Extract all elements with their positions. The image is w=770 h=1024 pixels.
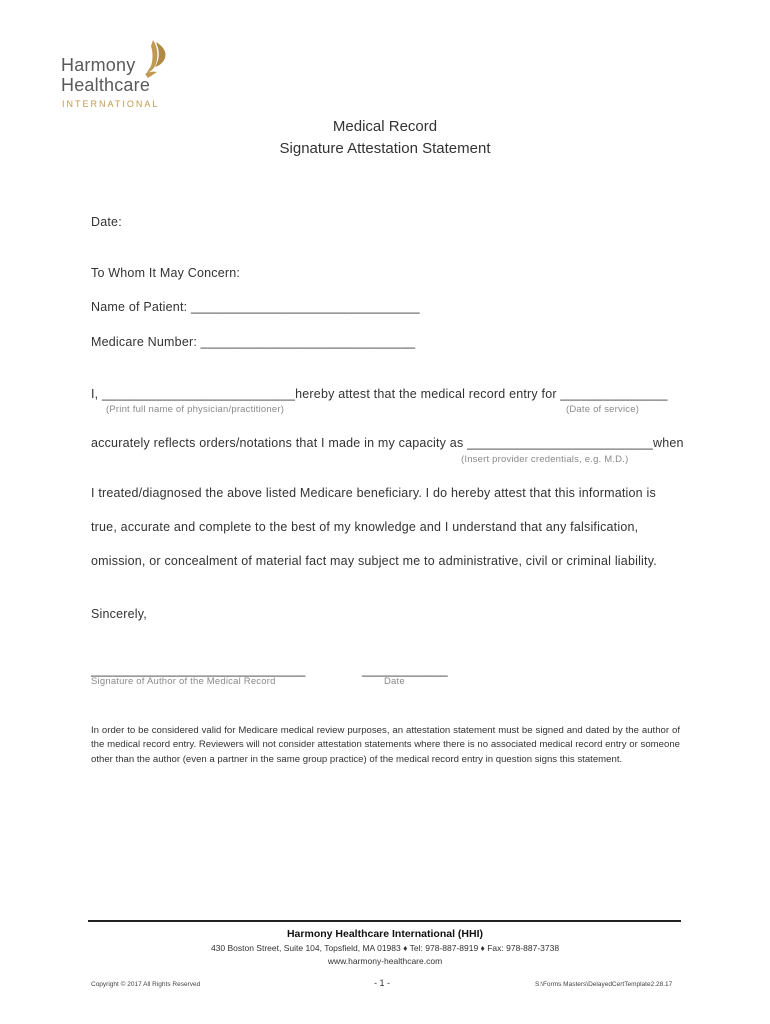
capacity-line[interactable]: accurately reflects orders/notations that I made in my capacity as __________________________when [91,436,684,450]
footer-divider [88,920,681,922]
statement-line-1: I treated/diagnosed the above listed Medicare beneficiary. I do hereby attest that this information is [91,486,656,500]
dove-icon [139,36,171,80]
signature-date-label: Date [384,676,405,687]
attestation-line[interactable]: I, ___________________________hereby attest that the medical record entry for _______________ [91,387,668,401]
medicare-number-field[interactable]: Medicare Number: ______________________________ [91,335,416,349]
patient-name-field[interactable]: Name of Patient: ________________________________ [91,300,420,314]
hint-date-of-service: (Date of service) [566,404,640,415]
hint-physician-name: (Print full name of physician/practitioner) [106,404,285,415]
footer-copyright: Copyright © 2017 All Rights Reserved [91,981,201,988]
statement-line-2: true, accurate and complete to the best of my knowledge and I understand that any falsification, [91,520,639,534]
logo-international: INTERNATIONAL [62,99,160,109]
footer-website[interactable]: www.harmony-healthcare.com [327,956,443,966]
salutation: To Whom It May Concern: [91,266,241,280]
signature-line[interactable]: ______________________________ [91,663,306,677]
footer-org-name: Harmony Healthcare International (HHI) [286,928,484,940]
signature-date-line[interactable]: ____________ [362,663,448,677]
logo-healthcare: Healthcare [61,75,151,95]
footer-address: 430 Boston Street, Suite 104, Topsfield, MA 01983 ♦ Tel: 978-887-8919 ♦ Fax: 978-887-3738 [210,943,560,953]
page-title-line2: Signature Attestation Statement [279,140,491,157]
validity-notice: In order to be considered valid for Medicare medical review purposes, an attestation statement must be signed and dated by the author of the medical record entry. Reviewers will not consider attestation statements where there is no associated medical record entry or someone other than the author (even a partner in the same group practice) of the medical record entry in question signs this statement. [91,725,680,765]
logo-harmony: Harmony [61,55,136,75]
signature-label: Signature of Author of the Medical Record [91,676,276,687]
page-title-line1: Medical Record [332,118,438,135]
hint-credentials: (Insert provider credentials, e.g. M.D.) [461,454,629,465]
date-field[interactable]: Date: [91,215,122,229]
closing: Sincerely, [91,607,147,621]
footer-file-path: S:\Forms Masters\DelayedCertTemplate2.28.17 [535,981,673,988]
statement-line-3: omission, or concealment of material fact may subject me to administrative, civil or criminal liability. [91,554,657,568]
page-number: - 1 - [374,978,391,988]
